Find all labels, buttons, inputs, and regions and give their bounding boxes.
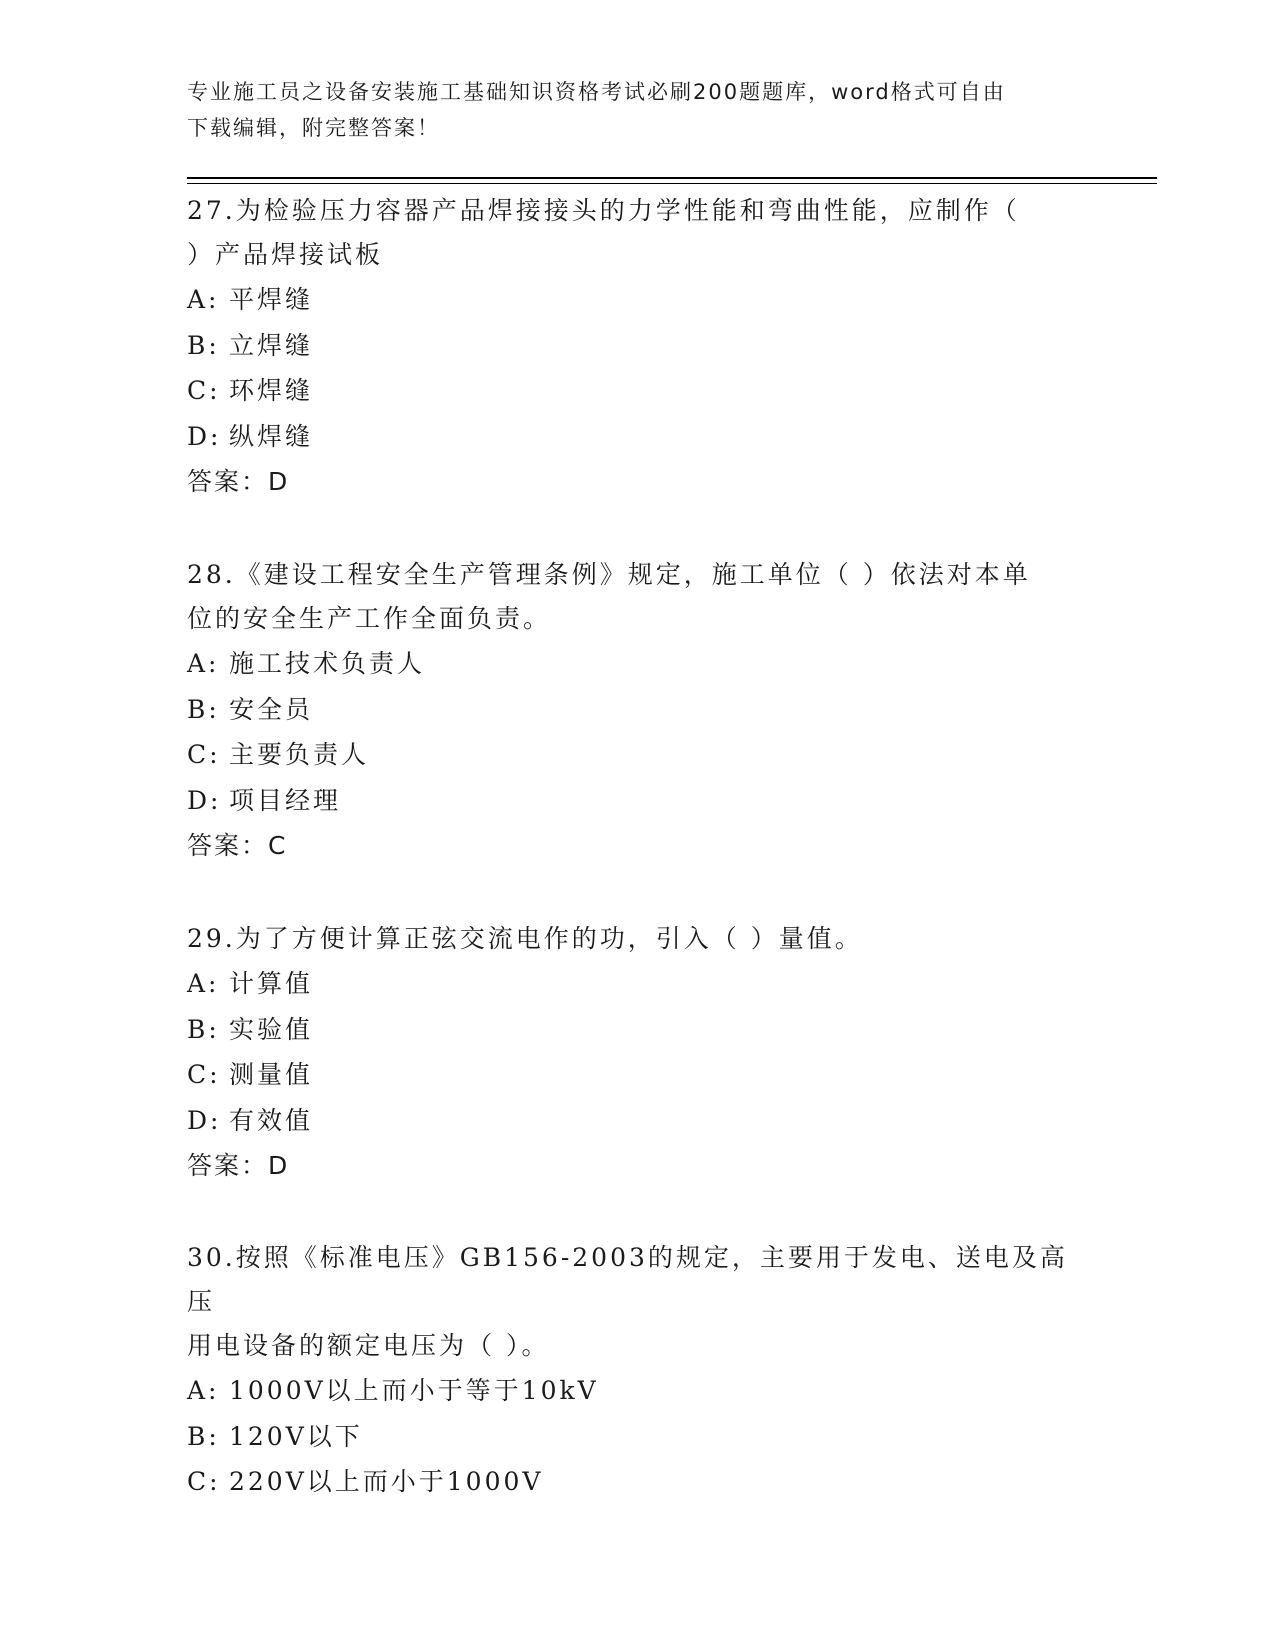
option-b — [187, 1007, 1087, 1053]
option-text: 纵焊缝 — [229, 421, 314, 451]
option-text: 立焊缝 — [229, 330, 314, 360]
option-a — [187, 1368, 1087, 1414]
option-key: C: — [187, 376, 221, 405]
question-stem-line: 位的安全生产工作全面负责。 — [187, 604, 552, 633]
option-text: 主要负责人 — [229, 740, 370, 769]
option-key: B: — [187, 694, 220, 724]
question-29 — [187, 917, 1087, 1189]
header-divider-thick — [187, 177, 1157, 179]
answer-line: 答案：D — [187, 467, 290, 496]
header-line-1: 专业施工员之设备安装施工基础知识资格考试必刷200题题库，word格式可自由 — [187, 80, 1006, 104]
question-stem-line: ）产品焊接试板 — [187, 240, 384, 269]
option-key: D: — [187, 785, 222, 815]
header-line-2: 下载编辑，附完整答案！ — [187, 116, 440, 140]
option-key: C: — [187, 740, 221, 769]
option-text: 120V以下 — [229, 1421, 363, 1451]
option-d — [187, 778, 1087, 824]
option-a — [187, 277, 1087, 323]
question-stem-line: 用电设备的额定电压为（ ）。 — [187, 1331, 550, 1360]
option-text: 环焊缝 — [229, 376, 314, 405]
option-key: B: — [187, 330, 220, 360]
option-d — [187, 414, 1087, 460]
option-d — [187, 1098, 1087, 1144]
option-b — [187, 323, 1087, 369]
option-c — [187, 1459, 1087, 1505]
option-key: B: — [187, 1014, 220, 1044]
header-divider-thin — [187, 183, 1157, 184]
answer-line: 答案：D — [187, 1151, 290, 1180]
option-key: D: — [187, 421, 222, 451]
option-text: 施工技术负责人 — [229, 649, 426, 678]
question-30 — [187, 1236, 1087, 1505]
option-key: A: — [187, 285, 220, 314]
option-key: C: — [187, 1060, 221, 1089]
option-key: A: — [187, 649, 220, 678]
option-key: A: — [187, 1376, 220, 1405]
option-text: 项目经理 — [229, 785, 342, 815]
option-key: B: — [187, 1421, 220, 1451]
question-stem-line: 27.为检验压力容器产品焊接接头的力学性能和弯曲性能，应制作（ — [187, 196, 1020, 225]
option-a — [187, 961, 1087, 1007]
option-text: 220V以上而小于1000V — [229, 1467, 544, 1496]
option-text: 1000V以上而小于等于10kV — [229, 1376, 599, 1405]
answer-line: 答案：C — [187, 831, 288, 860]
document-header — [187, 74, 1067, 146]
option-text: 计算值 — [229, 969, 314, 998]
option-c — [187, 732, 1087, 778]
option-text: 平焊缝 — [229, 285, 314, 314]
option-text: 有效值 — [229, 1105, 314, 1135]
option-text: 安全员 — [229, 694, 314, 724]
option-key: A: — [187, 969, 220, 998]
question-stem-line: 29.为了方便计算正弦交流电作的功，引入（ ）量值。 — [187, 924, 863, 953]
option-text: 测量值 — [229, 1060, 314, 1089]
option-key: D: — [187, 1105, 222, 1135]
option-b — [187, 687, 1087, 733]
option-a — [187, 641, 1087, 687]
option-text: 实验值 — [229, 1014, 314, 1044]
question-stem-line: 28.《建设工程安全生产管理条例》规定，施工单位（ ）依法对本单 — [187, 560, 1031, 589]
question-28 — [187, 553, 1087, 869]
option-b — [187, 1414, 1087, 1460]
question-stem-line: 30.按照《标准电压》GB156-2003的规定，主要用于发电、送电及高压 — [187, 1243, 1068, 1316]
question-27 — [187, 189, 1087, 505]
option-c — [187, 368, 1087, 414]
option-key: C: — [187, 1467, 221, 1496]
option-c — [187, 1052, 1087, 1098]
